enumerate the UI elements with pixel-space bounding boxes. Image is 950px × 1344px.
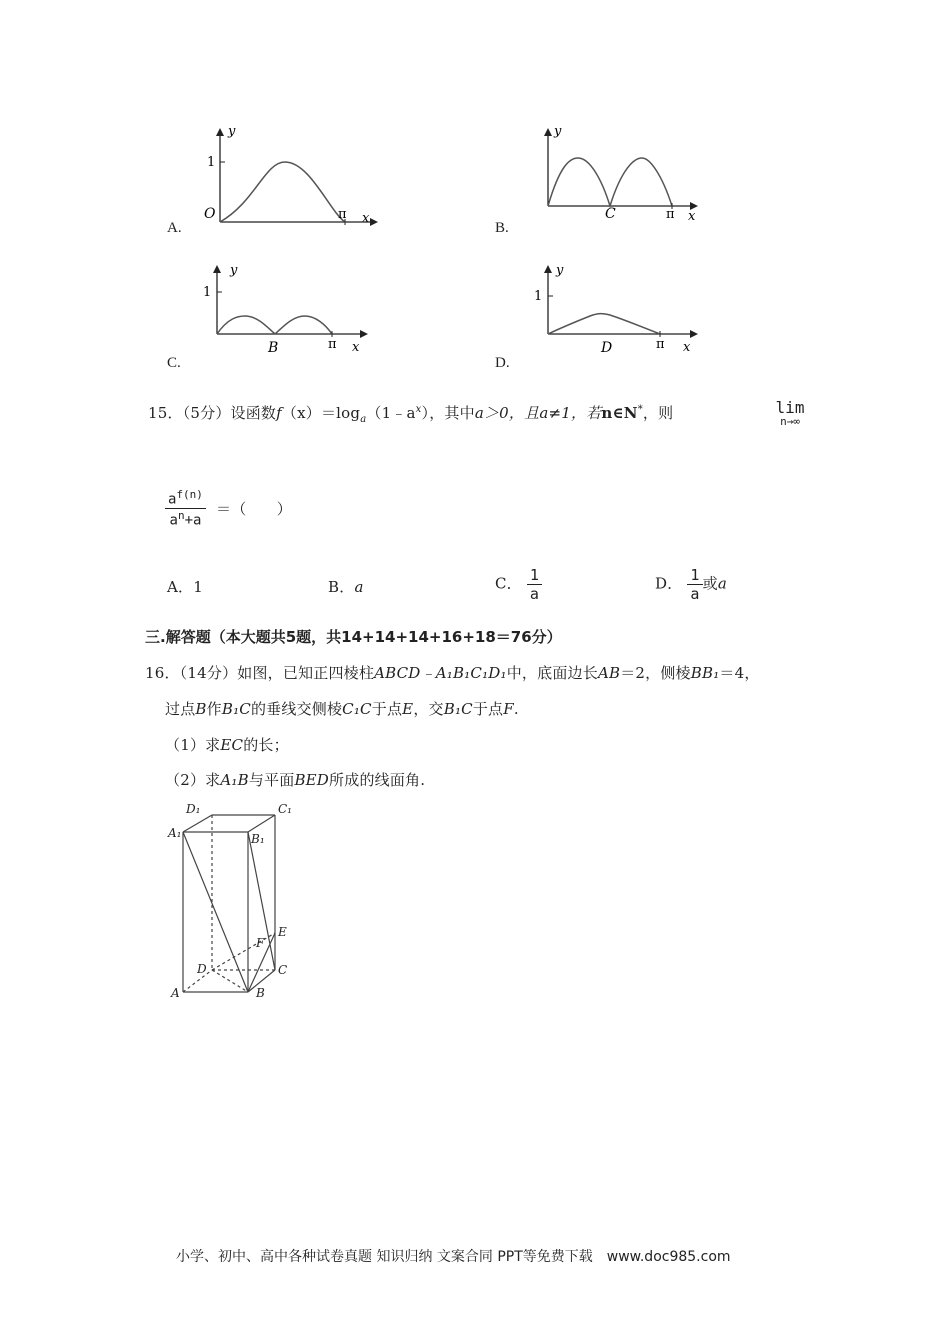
q15-frac-num: a <box>168 491 177 508</box>
graph-c <box>160 258 390 368</box>
q16-l2-c1c: C₁C <box>342 700 372 718</box>
q15-lim-sub: n→∞ <box>780 415 800 428</box>
q15-lim-word: lim <box>775 398 805 417</box>
q16-sub2-mid: 与平面 <box>248 771 295 789</box>
q16-intro: 16．（14分）如图，已知正四棱柱 <box>145 664 375 682</box>
label-d1: D₁ <box>186 802 201 816</box>
graph-a-origin: O <box>204 206 216 222</box>
q15-option-d-a: a <box>717 574 727 593</box>
q16-ab: AB <box>597 664 621 682</box>
graph-b-label: B. <box>495 220 509 236</box>
graph-d-label: D. <box>495 355 510 371</box>
label-d: D <box>197 962 207 976</box>
prism-svg <box>160 795 310 1010</box>
q15-func: f <box>276 404 282 422</box>
graph-a-y: y <box>228 124 236 139</box>
q16-l2-mid5: 于点 <box>472 700 504 718</box>
q15-then: ，则 <box>642 404 674 422</box>
q16-line1 <box>145 662 760 683</box>
graph-d-mid: D <box>601 340 613 356</box>
q15-rest1: （1﹣a <box>366 404 416 422</box>
prism-figure <box>160 795 310 1010</box>
q16-bb1-val: ＝4， <box>719 664 760 682</box>
q16-sub2-pre: （2）求 <box>165 771 221 789</box>
graph-d-y: y <box>556 263 564 278</box>
q16-l2-b1c: B₁C <box>221 700 251 718</box>
label-c1: C₁ <box>278 802 292 816</box>
q15-lim <box>770 398 810 428</box>
graph-a-one: 1 <box>207 155 216 170</box>
q16-sub2-end: 所成的线面角. <box>329 771 426 789</box>
q16-line2 <box>165 698 519 719</box>
q15-xparen: （x）＝log <box>281 404 361 422</box>
graph-a-svg <box>160 120 390 240</box>
section-3-heading: 三.解答题（本大题共5题，共14+14+14+16+18＝76分） <box>145 628 562 646</box>
graph-d-x: x <box>683 340 691 355</box>
q15-frac-den-sup: n <box>177 508 185 522</box>
graph-a-label: A. <box>167 220 182 236</box>
graph-b <box>490 120 720 240</box>
q16-l2-b: B <box>195 700 207 718</box>
q15-option-d-frac <box>687 566 702 603</box>
graph-c-one: 1 <box>203 285 212 300</box>
graph-b-pi: π <box>666 207 675 222</box>
q16-sub2 <box>165 769 425 790</box>
graph-c-y: y <box>230 263 238 278</box>
q16-l2-end: . <box>513 700 519 718</box>
q16-sub1-ec: EC <box>220 736 244 754</box>
q15-option-a: A．1 <box>167 578 203 596</box>
q15-option-d <box>655 566 727 603</box>
graph-a-pi: π <box>338 207 347 222</box>
q15-option-c-num: 1 <box>527 566 542 585</box>
label-a1: A₁ <box>168 826 182 840</box>
q16-prism-name: ABCD﹣A₁B₁C₁D₁ <box>374 664 507 682</box>
graph-a <box>160 120 390 240</box>
q15-number: 15． <box>148 404 183 422</box>
q16-sub1 <box>165 734 289 755</box>
q16-bb1: BB₁ <box>690 664 720 682</box>
graph-d-pi: π <box>656 337 665 352</box>
q15-cond-a-gt: a＞0，且 <box>474 404 540 422</box>
q15-cond-a-ne: a≠1，若 <box>539 404 602 422</box>
label-f: F <box>256 936 265 950</box>
graph-c-pi: π <box>328 337 337 352</box>
label-b1: B₁ <box>251 832 265 846</box>
graph-c-svg <box>160 258 390 368</box>
q15-rest2: ），其中 <box>421 404 475 422</box>
label-e: E <box>278 925 287 939</box>
q15-frac-den: a <box>169 512 178 529</box>
q15-star: * <box>637 404 643 415</box>
label-a: A <box>171 986 180 1000</box>
graph-b-x: x <box>688 209 696 224</box>
q15-exp-x: x <box>415 404 422 415</box>
q16-l2-mid4: ，交 <box>413 700 444 718</box>
q16-l2-mid1: 作 <box>206 700 222 718</box>
q15-option-c-label: C． <box>495 574 522 593</box>
q16-l2-mid3: 于点 <box>371 700 403 718</box>
q15-frac-den-tail: +a <box>184 512 202 529</box>
q15-n-in: n∈N <box>601 404 638 422</box>
q16-sub1-end: 的长； <box>243 736 289 754</box>
q15-option-d-label: D． <box>655 574 683 593</box>
graph-d <box>490 258 720 368</box>
graph-c-label: C. <box>167 355 181 371</box>
q16-l2-e: E <box>402 700 414 718</box>
graph-d-svg <box>490 258 720 368</box>
graph-b-svg <box>490 120 720 240</box>
q16-l2-pre: 过点 <box>165 700 196 718</box>
q16-sub2-bed: BED <box>294 771 330 789</box>
q15-log-base: a <box>360 414 367 425</box>
q16-l2-mid2: 的垂线交侧棱 <box>250 700 343 718</box>
graph-a-x: x <box>362 211 370 226</box>
label-b: B <box>256 986 265 1000</box>
graph-b-mid: C <box>605 206 616 222</box>
q16-sub1-pre: （1）求 <box>165 736 221 754</box>
q15-option-b <box>328 576 364 597</box>
q15-option-b-value: a <box>354 578 364 596</box>
q15-option-d-den: a <box>690 585 700 603</box>
q15-option-d-num: 1 <box>687 566 702 585</box>
q16-l2-f: F <box>503 700 514 718</box>
q16-base-text: 中，底面边长 <box>506 664 598 682</box>
q15-fraction <box>165 488 206 528</box>
q15-frac-num-sup: f(n) <box>176 488 203 501</box>
q16-ab-val: ＝2，侧棱 <box>620 664 691 682</box>
q15-option-d-tail: 或 <box>702 574 718 593</box>
q15-score: （5分）设函数 <box>182 404 277 422</box>
q15-option-c-frac <box>527 566 542 603</box>
q15-stem <box>148 402 673 425</box>
graph-b-y: y <box>554 124 562 139</box>
q15-option-b-label: B． <box>328 578 355 596</box>
graph-c-x: x <box>352 340 360 355</box>
q15-option-c-den: a <box>529 585 540 603</box>
q15-option-c <box>495 566 542 603</box>
q16-sub2-a1b: A₁B <box>220 771 249 789</box>
graph-d-one: 1 <box>534 289 543 304</box>
footer-text: 小学、初中、高中各种试卷真题 知识归纳 文案合同 PPT等免费下载 www.doc985.com <box>176 1249 731 1265</box>
q16-l2-b1c2: B₁C <box>443 700 473 718</box>
graph-c-mid: B <box>268 340 279 356</box>
q15-frac <box>165 488 206 528</box>
q15-eq: ＝（ ） <box>216 500 293 518</box>
label-c: C <box>278 963 288 977</box>
